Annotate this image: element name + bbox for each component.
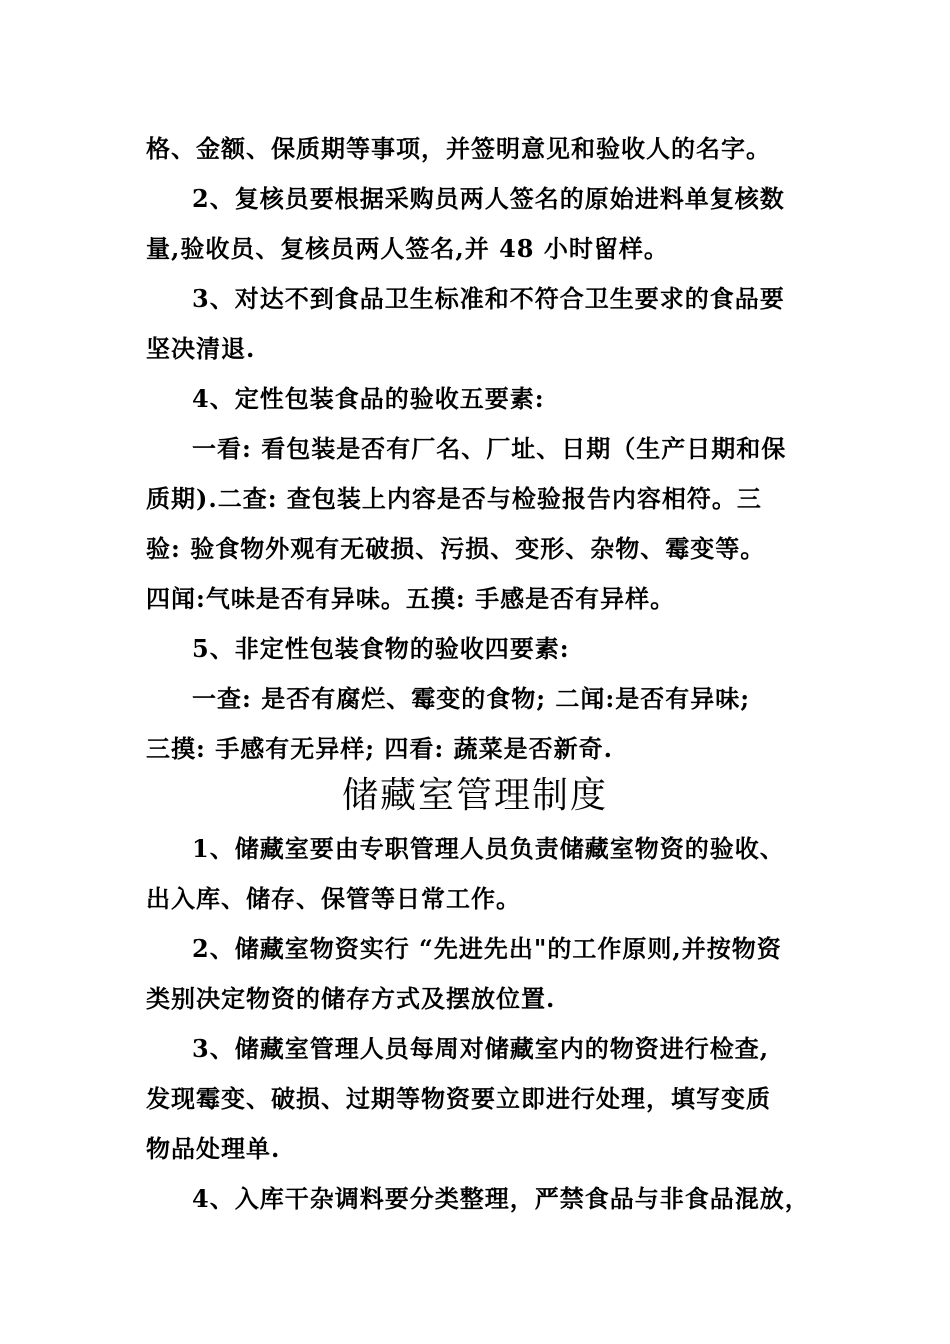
text-line: 5、非定性包装食物的验收四要素:: [192, 634, 570, 663]
text-line: 出入库、储存、保管等日常工作。: [146, 884, 521, 913]
text-line: 类别决定物资的储存方式及摆放位置.: [146, 984, 556, 1013]
text-line: 格、金额、保质期等事项，并签明意见和验收人的名字。: [146, 134, 771, 163]
text-line: 一查: 是否有腐烂、霉变的食物; 二闻:是否有异味;: [192, 684, 751, 713]
text-line: 一看: 看包装是否有厂名、厂址、日期（生产日期和保: [192, 434, 787, 463]
text-line: 发现霉变、破损、过期等物资要立即进行处理，填写变质: [146, 1084, 771, 1113]
section-title: 储藏室管理制度: [341, 775, 608, 816]
text-line: 坚决清退.: [146, 334, 256, 363]
text-line: 物品处理单.: [146, 1134, 281, 1163]
text-line: 4、入库干杂调料要分类整理，严禁食品与非食品混放，: [192, 1184, 810, 1213]
text-line: 四闻:气味是否有异味。五摸: 手感是否有异样。: [146, 584, 676, 613]
text-line: 量,验收员、复核员两人签名,并 48 小时留样。: [146, 234, 669, 263]
text-line: 2、复核员要根据采购员两人签名的原始进料单复核数: [192, 184, 785, 213]
text-line: 质期).二查: 查包装上内容是否与检验报告内容相符。三: [146, 484, 762, 513]
text-line: 三摸: 手感有无异样; 四看: 蔬菜是否新奇.: [146, 734, 613, 763]
text-line: 验: 验食物外观有无破损、污损、变形、杂物、霉变等。: [146, 534, 766, 563]
text-line: 3、储藏室管理人员每周对储藏室内的物资进行检查,: [192, 1034, 770, 1063]
text-line: 4、定性包装食品的验收五要素:: [192, 384, 545, 413]
text-line: 3、对达不到食品卫生标准和不符合卫生要求的食品要: [192, 284, 785, 313]
text-line: 2、储藏室物资实行 “先进先出"的工作原则,并按物资: [192, 934, 782, 963]
text-line: 1、储藏室要由专职管理人员负责储藏室物资的验收、: [192, 834, 785, 863]
